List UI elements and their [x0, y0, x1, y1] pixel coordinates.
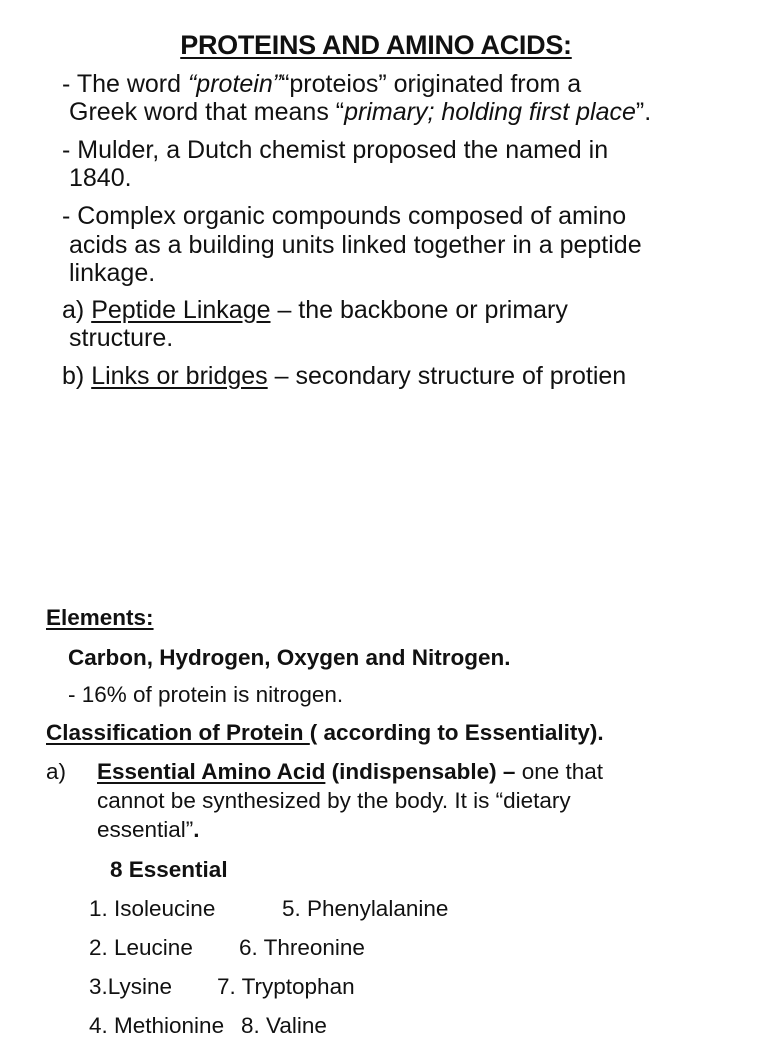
- elements-heading: [46, 607, 154, 630]
- definition-line-3: linkage.: [69, 259, 156, 287]
- essential-amino-right-2: 6. Threonine: [239, 935, 365, 960]
- classification-qualifier: ( according to Essentiality).: [309, 720, 604, 745]
- peptide-linkage-item: [62, 298, 568, 323]
- essential-list-heading: 8 Essential: [110, 857, 228, 882]
- classification-heading-text: Classification of Protein: [46, 720, 310, 745]
- definition-period: .: [193, 817, 200, 842]
- essential-amino-left-1: 1. Isoleucine: [89, 896, 216, 921]
- greek-meaning: primary; holding first place: [344, 98, 636, 126]
- definition-text: essential”: [97, 817, 194, 842]
- mulder-line-1: - Mulder, a Dutch chemist proposed the named in: [62, 136, 609, 164]
- intro-text: Greek word that means “: [69, 98, 345, 126]
- intro-line-1: [62, 72, 581, 97]
- essential-definition-line-1: [97, 761, 603, 784]
- intro-text: “proteios” originated from a: [281, 70, 582, 98]
- essential-marker: a): [46, 759, 67, 784]
- intro-line-2: [69, 100, 651, 125]
- page-title: [0, 32, 752, 59]
- essential-amino-right-3: 7. Tryptophan: [217, 974, 355, 999]
- definition-line-1: - Complex organic compounds composed of amino: [62, 202, 627, 230]
- essential-amino-left-2: 2. Leucine: [89, 935, 193, 960]
- item-marker: a): [62, 296, 92, 324]
- item-text: – secondary structure of protien: [267, 362, 627, 390]
- elements-list: Carbon, Hydrogen, Oxygen and Nitrogen.: [68, 645, 511, 670]
- elements-heading-text: Elements:: [46, 605, 154, 630]
- essential-amino-acid-term: Essential Amino Acid: [97, 759, 326, 784]
- nitrogen-note: - 16% of protein is nitrogen.: [68, 682, 344, 707]
- essential-amino-right-1: 5. Phenylalanine: [282, 896, 449, 921]
- item-marker: b): [62, 362, 92, 390]
- intro-text: ”.: [635, 98, 652, 126]
- essential-definition-line-3: [97, 819, 200, 842]
- classification-heading: [46, 722, 604, 745]
- item-text: – the backbone or primary: [270, 296, 568, 324]
- essential-amino-left-4: 4. Methionine: [89, 1013, 225, 1038]
- essential-amino-left-3: 3.Lysine: [89, 974, 172, 999]
- definition-line-2: acids as a building units linked together in a peptide: [69, 231, 642, 259]
- intro-text: - The word: [62, 70, 188, 98]
- links-bridges-term: Links or bridges: [91, 362, 268, 390]
- peptide-linkage-line-2: structure.: [69, 324, 174, 352]
- indispensable-label: (indispensable) –: [325, 759, 516, 784]
- mulder-line-2: 1840.: [69, 164, 132, 192]
- page-title-text: PROTEINS AND AMINO ACIDS:: [180, 30, 572, 60]
- essential-amino-right-4: 8. Valine: [241, 1013, 327, 1038]
- links-bridges-item: [62, 364, 626, 389]
- peptide-linkage-term: Peptide Linkage: [91, 296, 271, 324]
- essential-definition-line-2: cannot be synthesized by the body. It is “dietary: [97, 788, 571, 813]
- definition-text: one that: [515, 759, 604, 784]
- protein-term: “protein”: [187, 70, 282, 98]
